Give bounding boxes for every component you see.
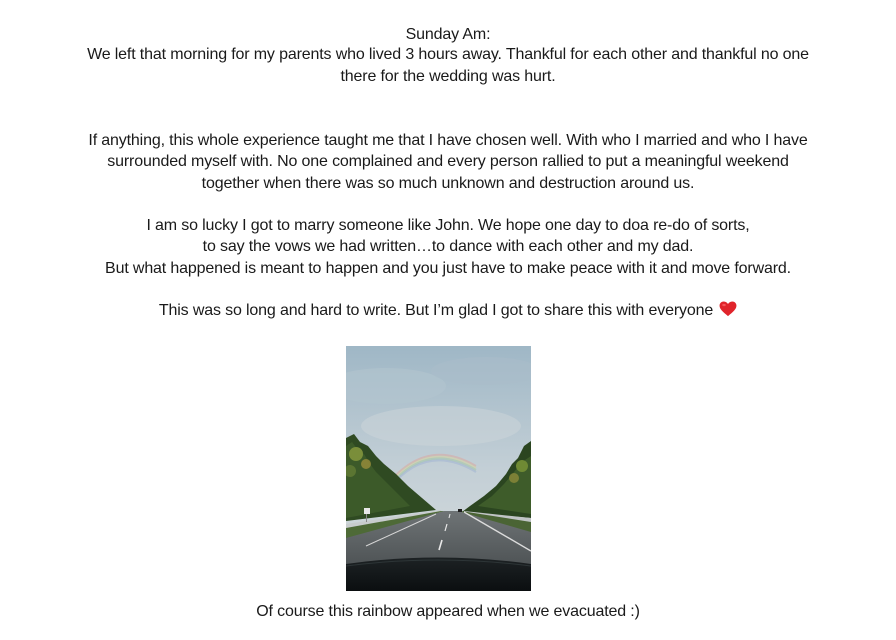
paragraph-1-line-3: there for the wedding was hurt.: [340, 68, 556, 85]
rainbow-highway-image: [346, 346, 531, 591]
rainbow-highway-photo: [346, 346, 531, 591]
paragraph-1-line-2: We left that morning for my parents who lived 3 hours away. Thankful for each other and thankful no one: [87, 46, 809, 63]
paragraph-2-line-2: surrounded myself with. No one complained and every person rallied to put a meaningful weekend: [107, 153, 789, 170]
paragraph-4: [0, 300, 896, 322]
paragraph-4-text: This was so long and hard to write. But I’m glad I got to share this with everyone: [158, 302, 714, 319]
red-heart-icon: [719, 301, 737, 317]
paragraph-3-line-1: I am so lucky I got to marry someone like John. We hope one day to doa re-do of sorts,: [146, 217, 750, 234]
paragraph-3-line-3: But what happened is meant to happen and you just have to make peace with it and move forward.: [105, 260, 791, 277]
photo-caption: Of course this rainbow appeared when we evacuated :): [256, 603, 640, 620]
paragraph-3-line-2: to say the vows we had written…to dance with each other and my dad.: [202, 238, 694, 255]
heading-sunday-am: Sunday Am:: [405, 26, 491, 43]
paragraph-2-line-3: together when there was so much unknown and destruction around us.: [201, 175, 695, 192]
paragraph-2-line-1: If anything, this whole experience taught me that I have chosen well. With who I married and who I have: [88, 132, 808, 149]
